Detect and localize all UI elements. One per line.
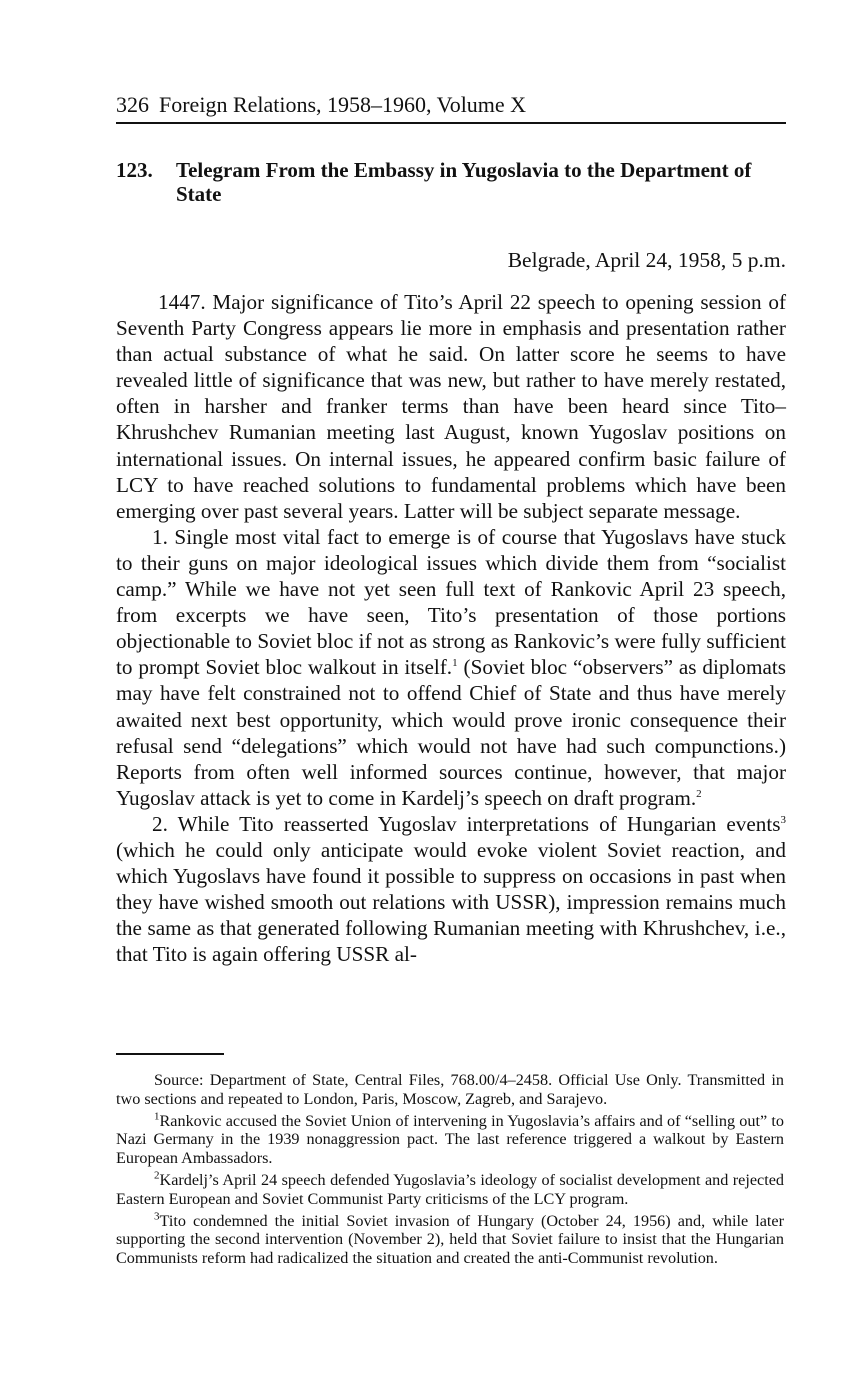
footnote-rule (116, 1053, 224, 1055)
footnote-text: Kardelj’s April 24 speech defended Yugoslavia’s ideology of socialist development and rejected Eastern European and Soviet Communist Party criticisms of the LCY program. (116, 1170, 784, 1208)
footnote (116, 1212, 784, 1268)
source-note: Source: Department of State, Central Files, 768.00/4–2458. Official Use Only. Transmitted in two sections and repeated to London, Paris, Moscow, Zagreb, and Sarajevo. (116, 1071, 784, 1108)
body-paragraph (116, 811, 786, 968)
footnotes (116, 1071, 784, 1271)
footnote (116, 1171, 784, 1209)
paragraph-text: 1. Single most vital fact to emerge is of course that Yugoslavs have stuck to their guns on major ideological issues which divide them from “socialist camp.” While we have not yet seen full text of Rankovic April 23 speech, from excerpts we have seen, Tito’s presentation of those portions objectionable to Soviet bloc if not as strong as Rankovic’s were fully sufficient to prompt Soviet bloc walkout in itself. (116, 524, 786, 680)
body-paragraph (116, 524, 786, 811)
footnote (116, 1112, 784, 1168)
running-header (116, 92, 786, 118)
body-paragraph: 1447. Major significance of Tito’s April 22 speech to opening session of Seventh Party Congress appears lie more in emphasis and presentation rather than actual substance of what he said. On latter score he seems to have revealed little of significance that was new, but rather to have merely restated, often in harsher and franker terms than have been heard since Tito–Khrushchev Rumanian meeting last August, known Yugoslav positions on international issues. On internal issues, he appeared confirm basic failure of LCY to have reached solutions to fundamental problems which have been emerging over past several years. Latter will be subject separate message. (116, 290, 786, 523)
paragraph-text: (Soviet bloc “observers” as diplomats may have felt constrained not to offend Chief of State and thus have merely awaited next best opportunity, which would prove ironic consequence their refusal send “delegations” which would not have had such compunctions.) Reports from often well informed sources continue, however, that major Yugoslav attack is yet to come in Kardelj’s speech on draft program. (116, 655, 786, 810)
page-number: 326 (116, 92, 149, 117)
footnote-text: Rankovic accused the Soviet Union of intervening in Yugoslavia’s affairs and of “selling out” to Nazi Germany in the 1939 nonaggression pact. The last reference triggered a walkout by Eastern European Ambassadors. (116, 1111, 784, 1168)
document-heading (116, 158, 786, 206)
document-number: 123. (116, 158, 153, 182)
dateline: Belgrade, April 24, 1958, 5 p.m. (507, 248, 786, 272)
footnote-mark: 2 (154, 1169, 160, 1182)
footnote-ref: 3 (780, 813, 786, 826)
running-title: Foreign Relations, 1958–1960, Volume X (159, 92, 527, 117)
document-body (116, 289, 786, 967)
footnote-ref: 1 (452, 657, 458, 670)
paragraph-text: (which he could only anticipate would evoke violent Soviet reaction, and which Yugoslavs have found it possible to suppress on occasions in past when they have wished smooth out relations with USSR), impression remains much the same as that generated following Rumanian meeting with Khrushchev, i.e., that Tito is again offering USSR al- (116, 837, 786, 967)
footnote-mark: 1 (154, 1110, 160, 1123)
footnote-mark: 3 (154, 1210, 160, 1223)
document-title: Telegram From the Embassy in Yugoslavia to the Department of State (176, 158, 752, 206)
footnote-ref: 2 (696, 787, 702, 800)
header-rule (116, 122, 786, 124)
paragraph-text: 2. While Tito reasserted Yugoslav interpretations of Hungarian events (152, 811, 781, 836)
footnote-text: Tito condemned the initial Soviet invasion of Hungary (October 24, 1956) and, while later supporting the second intervention (November 2), held that Soviet failure to insist that the Hungarian Communists reform had radicalized the situation and created the anti-Communist revolution. (116, 1211, 784, 1268)
